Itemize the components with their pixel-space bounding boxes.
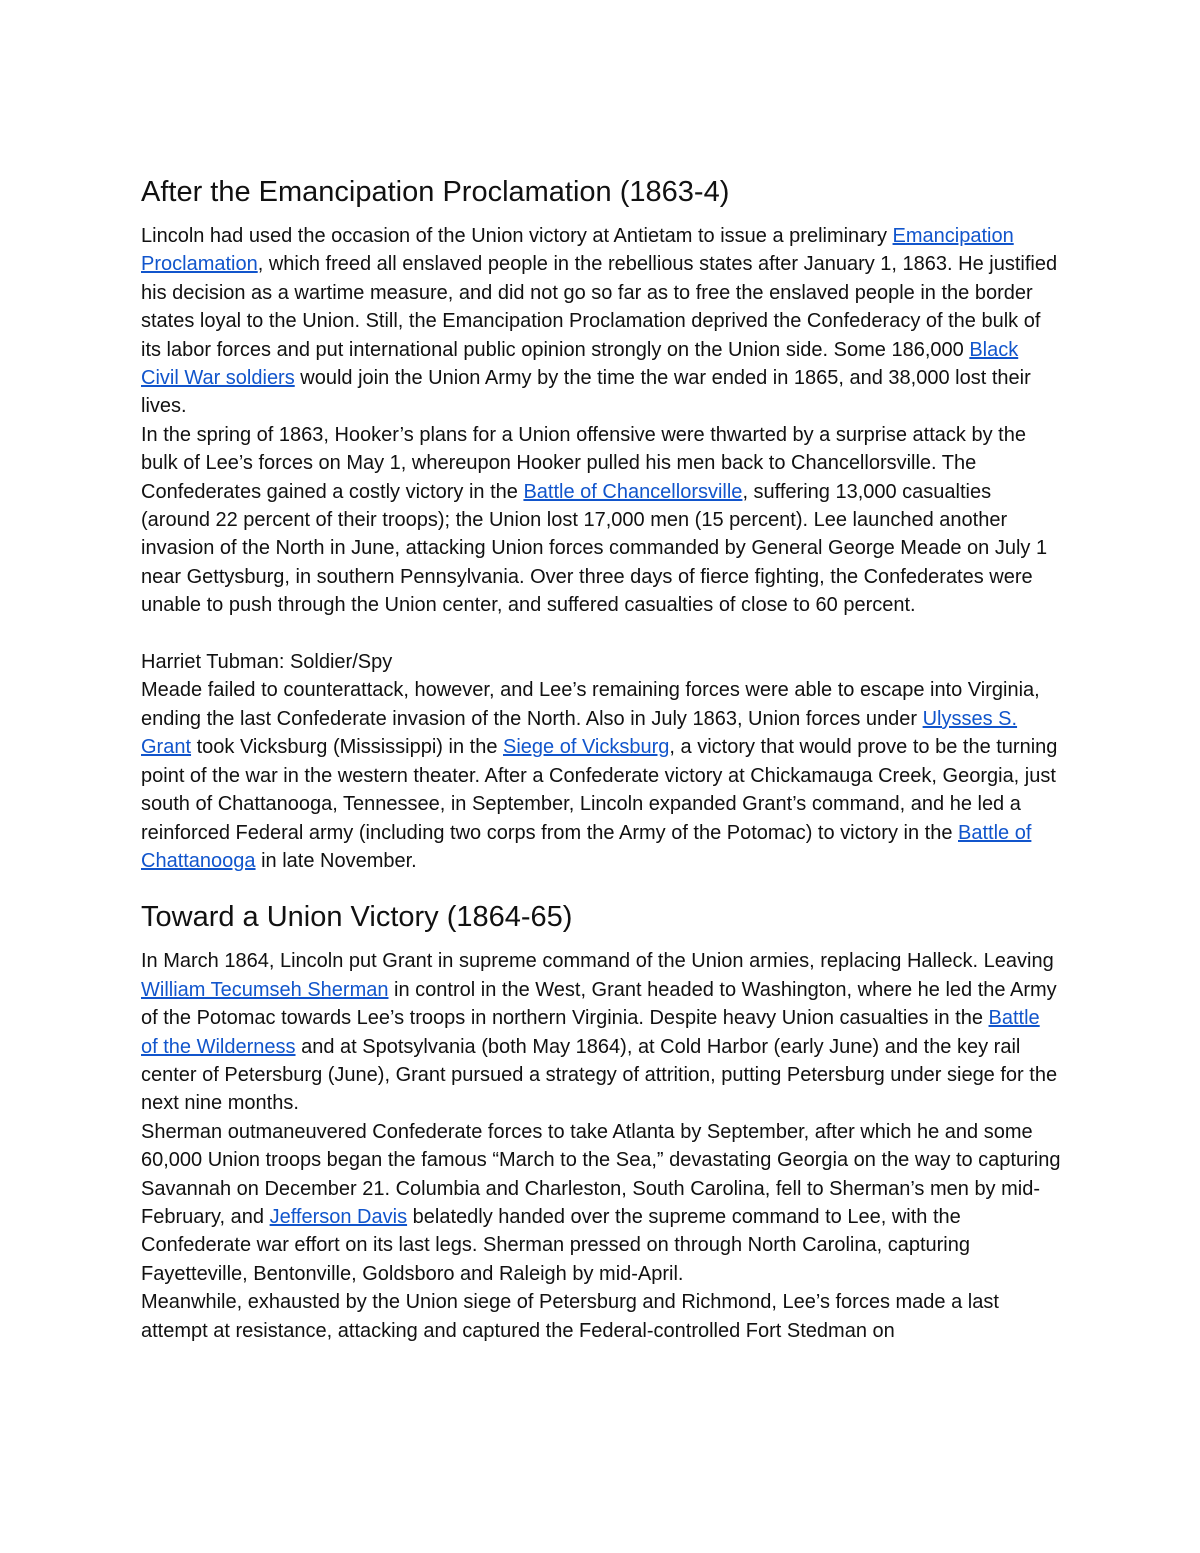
paragraph-march-to-the-sea: [141, 1118, 1061, 1288]
text-segment: and at Spotsylvania (both May 1864), at Cold Harbor (early June) and the key rail center of Petersburg (June), Grant pursued a strategy of attrition, putting Petersburg under siege for the next nine months.: [141, 1035, 1058, 1115]
text-segment: , suffering 13,000 casualties (around 22 percent of their troops); the Union lost 17,000 men (15 percent). Lee launched another invasion of the North in June, attacking Union forces commanded by General George Meade on July 1 near Gettysburg, in southern Pennsylvania. Over three days of fierce fighting, the Confederates were unable to push through the Union center, and suffered casualties of close to 60 percent.: [141, 480, 1048, 617]
link-ulysses-s-grant[interactable]: Ulysses S. Grant: [141, 707, 1018, 759]
text-segment: Meade failed to counterattack, however, and Lee’s remaining forces were able to escape into Virginia, ending the last Confederate invasion of the North. Also in July 1863, Union forces under: [141, 679, 1040, 730]
paragraph-chancellorsville: [141, 421, 1061, 620]
text-segment: belatedly handed over the supreme command to Lee, with the Confederate war effort on its last legs. Sherman pressed on through North Carolina, capturing Fayetteville, Bentonville, Goldsboro and Raleigh by mid-April.: [141, 1205, 970, 1285]
link-battle-of-chattanooga[interactable]: Battle of Chattanooga: [141, 821, 1032, 872]
text-segment: , a victory that would prove to be the turning point of the war in the western theater. After a Confederate victory at Chickamauga Creek, Georgia, just south of Chattanooga, Tennessee, in September, Lincoln expanded Grant’s command, and he led a reinforced Federal army (including two corps from the Army of the Potomac) to victory in the: [141, 736, 1058, 844]
paragraph-vicksburg: [141, 676, 1061, 875]
link-jefferson-davis[interactable]: Jefferson Davis: [269, 1205, 408, 1228]
text-segment: In March 1864, Lincoln put Grant in supreme command of the Union armies, replacing Halleck. Leaving: [141, 950, 1054, 973]
text-segment: in control in the West, Grant headed to Washington, where he led the Army of the Potomac towards Lee’s troops in northern Virginia. Despite heavy Union casualties in the: [141, 978, 1057, 1030]
paragraph-petersburg: Meanwhile, exhausted by the Union siege of Petersburg and Richmond, Lee’s forces made a last attempt at resistance, attacking and captured the Federal-controlled Fort Stedman on: [141, 1291, 999, 1342]
link-battle-of-chancellorsville[interactable]: Battle of Chancellorsville: [523, 480, 743, 503]
text-segment: Lincoln had used the occasion of the Union victory at Antietam to issue a preliminary: [141, 225, 893, 247]
text-segment: , which freed all enslaved people in the rebellious states after January 1, 1863. He justified his decision as a wartime measure, and did not go so far as to free the enslaved people in the border states loyal to the Union. Still, the Emancipation Proclamation deprived the Confederacy of the bulk of its labor forces and put international public opinion strongly on the Union side. Some 186,000: [141, 253, 1058, 361]
paragraph-emancipation: [141, 222, 1061, 421]
link-siege-of-vicksburg[interactable]: Siege of Vicksburg: [503, 736, 670, 759]
link-emancipation-proclamation[interactable]: Emancipation Proclamation: [141, 225, 1014, 276]
paragraph-grant-command: [141, 947, 1061, 1117]
document-page: [141, 172, 1061, 1345]
text-segment: in late November.: [255, 849, 417, 872]
text-segment: would join the Union Army by the time the war ended in 1865, and 38,000 lost their lives.: [141, 367, 1031, 418]
section-heading-union-victory: Toward a Union Victory (1864-65): [141, 901, 573, 934]
link-william-tecumseh-sherman[interactable]: William Tecumseh Sherman: [141, 978, 389, 1001]
text-segment: took Vicksburg (Mississippi) in the: [191, 736, 503, 759]
link-black-civil-war-soldiers[interactable]: Black Civil War soldiers: [141, 338, 1019, 390]
text-segment: In the spring of 1863, Hooker’s plans for a Union offensive were thwarted by a surprise attack by the bulk of Lee’s forces on May 1, whereupon Hooker pulled his men back to Chancellorsville. The Confederates gained a costly victory in the: [141, 423, 1026, 503]
section-heading-emancipation: After the Emancipation Proclamation (1863-4): [141, 176, 730, 208]
link-battle-of-the-wilderness[interactable]: Battle of the Wilderness: [141, 1007, 1040, 1058]
paragraph-harriet-tubman: Harriet Tubman: Soldier/Spy: [141, 651, 393, 674]
text-segment: Sherman outmaneuvered Confederate forces to take Atlanta by September, after which he and some 60,000 Union troops began the famous “March to the Sea,” devastating Georgia on the way to capturing Savannah on December 21. Columbia and Charleston, South Carolina, fell to Sherman’s men by mid-February, and: [141, 1120, 1061, 1228]
